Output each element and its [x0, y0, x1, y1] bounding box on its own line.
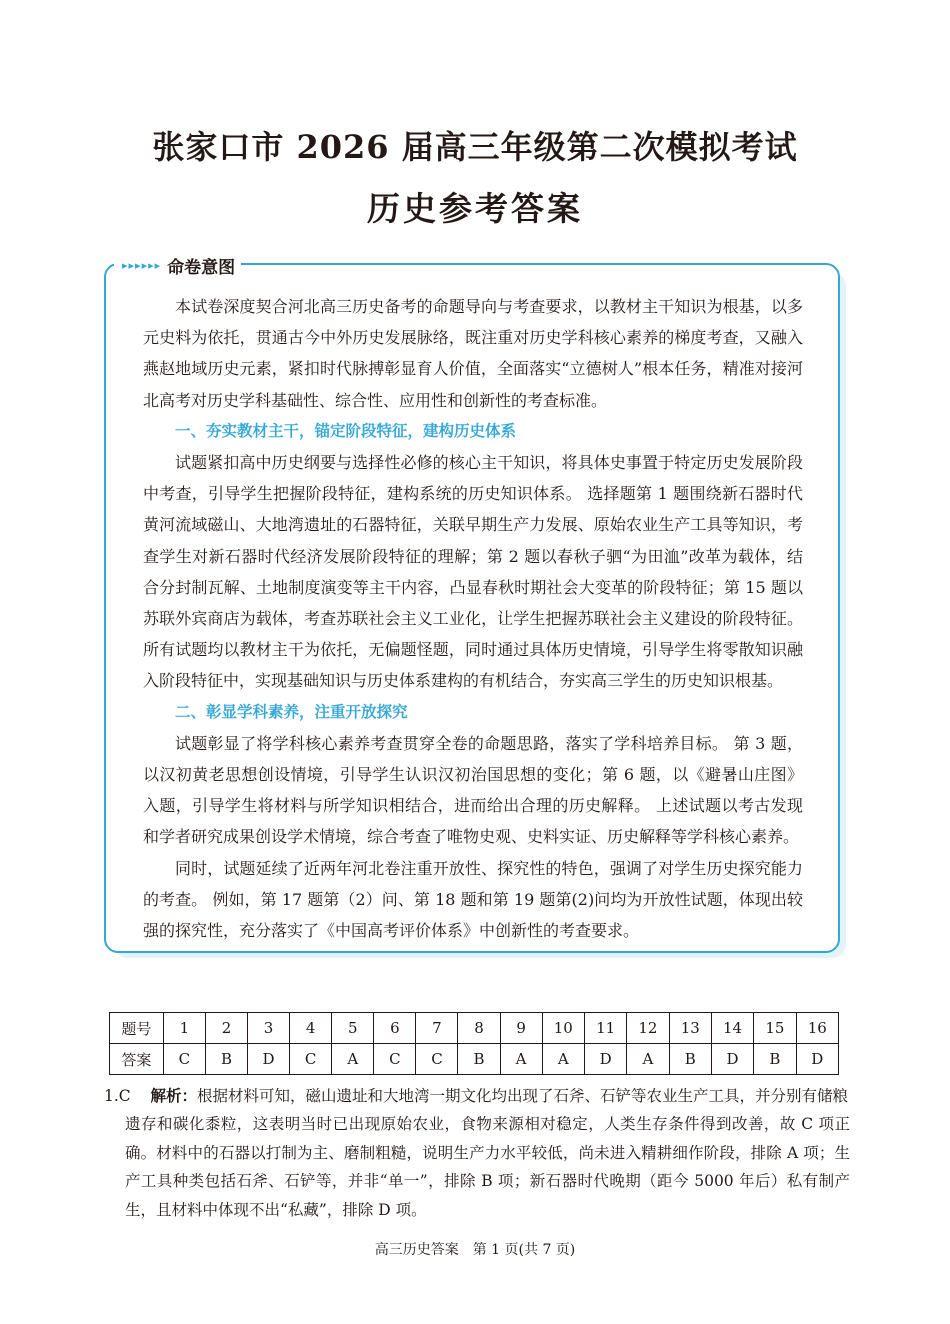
question-number: 15	[754, 1013, 796, 1044]
question-number: 6	[374, 1013, 416, 1044]
analysis-body: 遗存和碳化黍粒，这表明当时已出现原始农业，食物来源相对稳定，人类生存条件得到改善，故 C 项正确。材料中的石器以打制为主、磨制粗糙，说明生产力水平较低，尚未进入精耕细作阶段，排除 A 项；生产工具种类包括石斧、石铲等，并非“单一”，排除 B 项；新石器时代晚期（距今 5000 年后）私有制产生，且材料中体现不出“私藏”，排除 D 项。	[125, 1115, 850, 1219]
answer-cell: D	[248, 1044, 290, 1075]
answer-cell: A	[500, 1044, 542, 1075]
answer-cell: C	[416, 1044, 458, 1075]
arrow-decoration-icon: ▸▸▸▸▸▸	[122, 258, 162, 272]
question-number: 1	[163, 1013, 205, 1044]
question-number: 9	[500, 1013, 542, 1044]
question-number: 5	[332, 1013, 374, 1044]
document-title: 张家口市 2026 届高三年级第二次模拟考试	[152, 128, 798, 166]
answer-cell: A	[332, 1044, 374, 1075]
section2-body-1: 试题彰显了将学科核心素养考查贯穿全卷的命题思路，落实了学科培养目标。 第 3 题，以汉初黄老思想创设情境，引导学生认识汉初治国思想的变化；第 6 题，以《避暑山庄图》入题，引导学生将材料与所学知识相结合，进而给出合理的历史解释。 上述试题以考古发现和学者研究成果创设学术情境，综合考查了唯物史观、史料实证、历史解释等学科核心素养。	[143, 733, 803, 847]
question-number: 7	[416, 1013, 458, 1044]
question-number: 2	[205, 1013, 247, 1044]
section2-heading: 二、彰显学科素养，注重开放探究	[175, 702, 408, 721]
answer-cell: B	[754, 1044, 796, 1075]
intent-label: 命卷意图	[167, 257, 236, 278]
answer-cell: C	[290, 1044, 332, 1075]
answer-cell: B	[458, 1044, 500, 1075]
row-header-number: 题号	[110, 1013, 164, 1044]
question-number-row	[110, 1013, 839, 1044]
intent-intro: 本试卷深度契合河北高三历史备考的命题导向与考查要求，以教材主干知识为根基，以多元史料为依托，贯通古今中外历史发展脉络，既注重对历史学科核心素养的梯度考查，又融入燕赵地域历史元素，紧扣时代脉搏彰显育人价值，全面落实“立德树人”根本任务，精准对接河北高考对历史学科基础性、综合性、应用性和创新性的考查标准。	[143, 297, 803, 410]
question-number: 12	[627, 1013, 669, 1044]
analysis-first-line	[104, 1082, 850, 1110]
page-footer: 高三历史答案 第 1 页(共 7 页)	[374, 1242, 576, 1258]
analysis-q1	[104, 1082, 850, 1224]
answer-cell: B	[669, 1044, 711, 1075]
question-number: 13	[669, 1013, 711, 1044]
analysis-number: 1.C	[104, 1087, 131, 1105]
analysis-first-text: 根据材料可知，磁山遗址和大地湾一期文化均出现了石斧、石铲等农业生产工具，并分别有储粮	[197, 1087, 849, 1105]
section1-heading: 一、夯实教材主干，锚定阶段特征，建构历史体系	[175, 421, 517, 440]
question-number: 4	[290, 1013, 332, 1044]
question-number: 14	[711, 1013, 753, 1044]
answer-cell: D	[711, 1044, 753, 1075]
document-subtitle: 历史参考答案	[367, 189, 583, 228]
intent-content	[143, 291, 803, 946]
answer-cell: C	[163, 1044, 205, 1075]
intent-box-label	[114, 252, 241, 278]
answer-cell: C	[374, 1044, 416, 1075]
question-number: 8	[458, 1013, 500, 1044]
question-number: 16	[796, 1013, 838, 1044]
question-number: 3	[248, 1013, 290, 1044]
section2-body-2: 同时，试题延续了近两年河北卷注重开放性、探究性的特色，强调了对学生历史探究能力的考查。 例如，第 17 题第（2）问、第 18 题和第 19 题第(2)问均为开放性试题，体现出较强的探究性，充分落实了《中国高考评价体系》中创新性的考查要求。	[143, 858, 803, 941]
answer-cell: B	[205, 1044, 247, 1075]
question-number: 10	[542, 1013, 584, 1044]
row-header-answer: 答案	[110, 1044, 164, 1075]
answer-table	[109, 1012, 839, 1075]
analysis-label: 解析：	[150, 1086, 198, 1105]
section1-body: 试题紧扣高中历史纲要与选择性必修的核心主干知识，将具体史事置于特定历史发展阶段中考查，引导学生把握阶段特征，建构系统的历史知识体系。 选择题第 1 题围绕新石器时代黄河流域磁山、大地湾遗址的石器特征，关联早期生产力发展、原始农业生产工具等知识，考查学生对新石器时代经济发展阶段特征的理解；第 2 题以春秋子驷“为田洫”改革为载体，结合分封制瓦解、土地制度演变等主干内容，凸显春秋时期社会大变革的阶段特征；第 15 题以苏联外宾商店为载体，考查苏联社会主义工业化，让学生把握苏联社会主义建设的阶段特征。 所有试题均以教材主干为依托，无偏题怪题，同时通过具体历史情境，引导学生将零散知识融入阶段特征中，实现基础知识与历史体系建构的有机结合，夯实高三学生的历史知识根基。	[143, 453, 803, 691]
answer-cell: A	[542, 1044, 584, 1075]
answer-cell: A	[627, 1044, 669, 1075]
answer-cell: D	[796, 1044, 838, 1075]
question-number: 11	[584, 1013, 626, 1044]
answer-cell: D	[584, 1044, 626, 1075]
answer-row	[110, 1044, 839, 1075]
